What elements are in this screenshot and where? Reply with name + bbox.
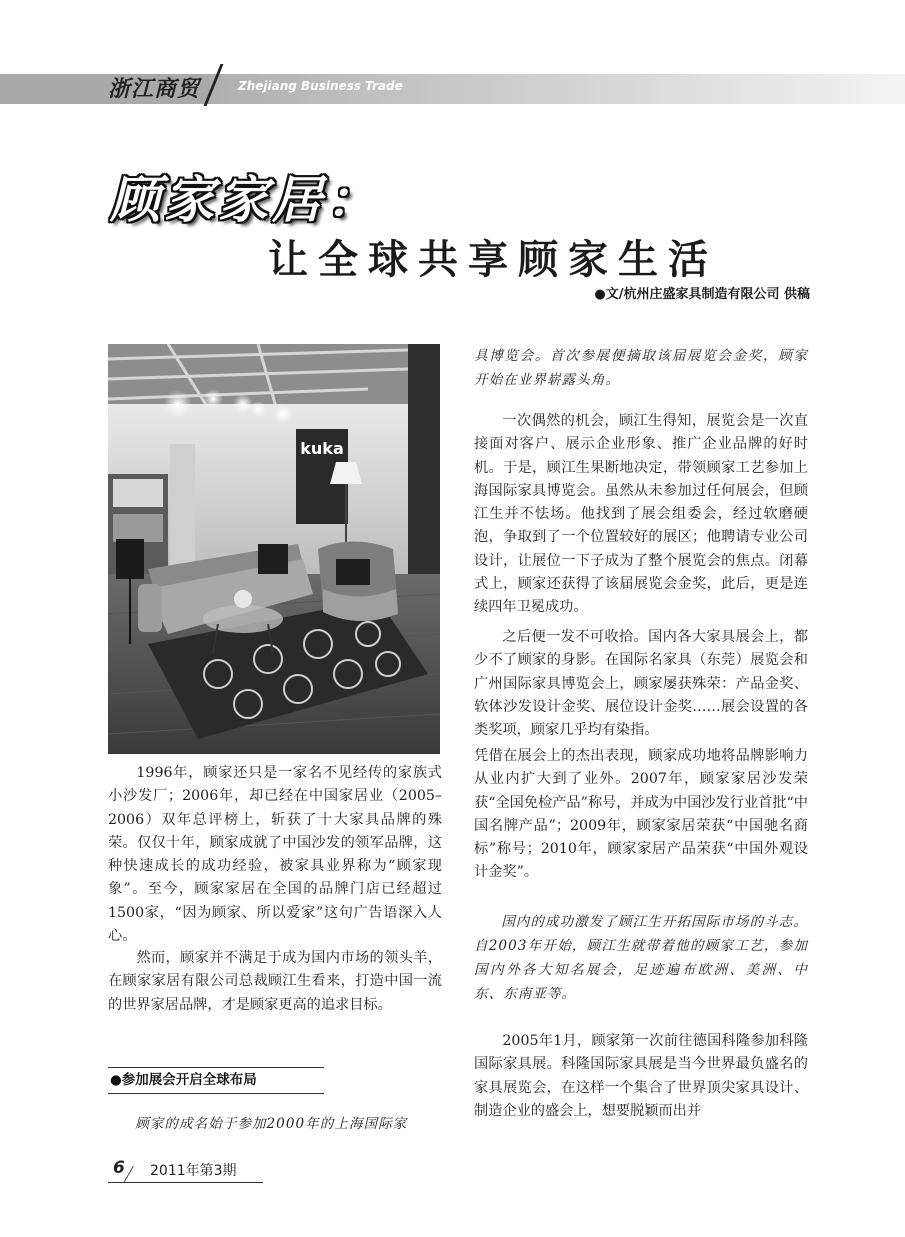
article-subtitle: 让全球共享顾家生活 xyxy=(268,236,718,283)
left-paragraph-3: 顾家的成名始于参加2000年的上海国际家 xyxy=(135,1116,408,1132)
showroom-photo xyxy=(108,344,440,754)
article-title: 顾家家居： xyxy=(110,170,380,229)
left-paragraph-1: 1996年，顾家还只是一家名不见经传的家族式小沙发厂；2006年，却已经在中国家居业（2005–2006）双年总评榜上，斩获了十大家具品牌的殊荣。仅仅十年，顾家成就了中国沙发的领军品牌，这种快速成长的成功经验，被家具业界称为“顾家现象”。至今，顾家家居在全国的品牌门店已经超过1500家，“因为顾家、所以爱家”这句广告语深入人心。 xyxy=(108,765,442,945)
footer-rule xyxy=(108,1182,263,1183)
masthead-chinese: 浙江商贸 xyxy=(108,76,201,102)
page-number: 6 xyxy=(113,1158,125,1178)
left-paragraph-2: 然而，顾家并不满足于成为国内市场的领头羊，在顾家家居有限公司总裁顾江生看来，打造中国一流的世界家居品牌，才是顾家更高的追求目标。 xyxy=(108,950,442,1013)
issue-label: 2011年第3期 xyxy=(150,1163,237,1179)
kuka-sign-text: kuka xyxy=(300,439,344,458)
article-byline: ●文/杭州庄盛家具制造有限公司 供稿 xyxy=(594,287,810,302)
right-paragraph-5: 国内的成功激发了顾江生开拓国际市场的斗志。自2003年开始，顾江生就带着他的顾家工艺，参加国内外各大知名展会，足迹遍布欧洲、美洲、中东、东南亚等。 xyxy=(474,914,808,1002)
section-heading: ●参加展会开启全球布局 xyxy=(108,1067,324,1094)
right-paragraph-6: 2005年1月，顾家第一次前往德国科隆参加科隆国际家具展。科隆国际家具展是当今世界最负盛名的家具展览会，在这样一个集合了世界顶尖家具设计、制造企业的盛会上，想要脱颖而出并 xyxy=(474,1033,808,1119)
masthead-english: Zhejiang Business Trade xyxy=(238,79,403,93)
right-paragraph-4: 凭借在展会上的杰出表现，顾家成功地将品牌影响力从业内扩大到了业外。2007年，顾家家居沙发荣获“全国免检产品”称号，并成为中国沙发行业首批“中国名牌产品”；2009年，顾家家居荣获“中国驰名商标”称号；2010年，顾家家居产品荣获“中国外观设计金奖”。 xyxy=(474,748,808,881)
right-paragraph-2: 一次偶然的机会，顾江生得知，展览会是一次直接面对客户、展示企业形象、推广企业品牌的好时机。于是，顾江生果断地决定，带领顾家工艺参加上海国际家具博览会。虽然从未参加过任何展会，但顾江生并不怯场。他找到了展会组委会，经过软磨硬泡，争取到了一个位置较好的展区；他聘请专业公司设计，让展位一下子成为了整个展览会的焦点。闭幕式上，顾家还获得了该届展览会金奖，此后，更是连续四年卫冕成功。 xyxy=(474,413,808,616)
right-paragraph-1: 具博览会。首次参展便摘取该届展览会金奖，顾家开始在业界崭露头角。 xyxy=(474,348,808,388)
right-paragraph-3: 之后便一发不可收拾。国内各大家具展会上，都少不了顾家的身影。在国际名家具（东莞）展览会和广州国际家具博览会上，顾家屡获殊荣：产品金奖、软体沙发设计金奖、展位设计金奖……展会设置的各类奖项，顾家几乎均有染指。 xyxy=(474,629,808,739)
